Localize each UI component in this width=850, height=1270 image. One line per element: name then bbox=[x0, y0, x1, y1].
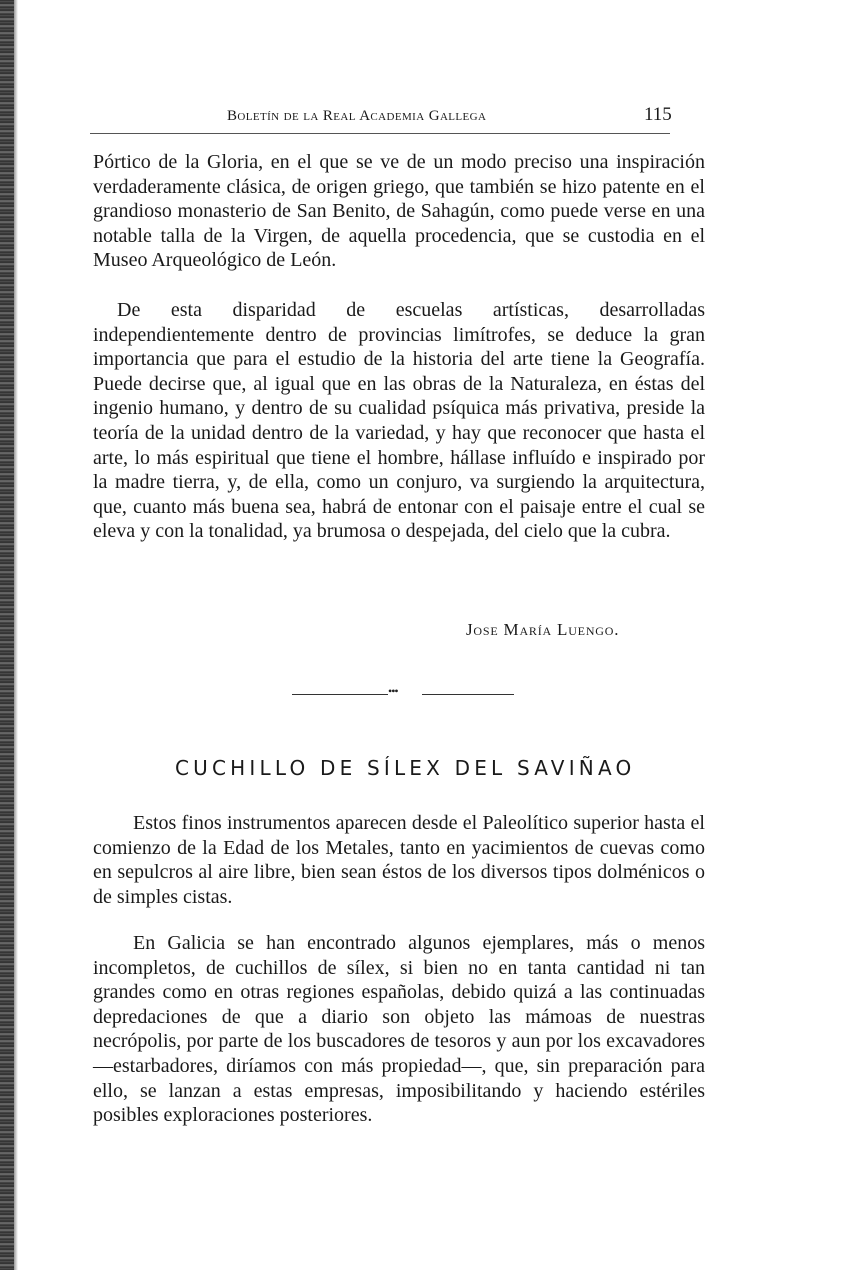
author-signature: Jose María Luengo. bbox=[466, 620, 620, 639]
article2-paragraph-2 bbox=[93, 931, 705, 1128]
paragraph-text: Pórtico de la Gloria, en el que se ve de un modo preciso una inspiración verdaderamente clásica, de origen griego, que también se hizo patente en el grandioso monasterio de San Benito, de Sahagún, como puede verse en una notable talla de la Virgen, de aquella procedencia, que se custodia en el Museo Arqueológico de León. bbox=[93, 151, 705, 272]
page-gutter-shadow bbox=[14, 0, 18, 1270]
book-spine-edge bbox=[0, 0, 14, 1270]
article1-paragraph-1 bbox=[93, 150, 705, 273]
article-title: CUCHILLO DE SÍLEX DEL SAVIÑAO bbox=[175, 756, 636, 780]
divider-rule-right bbox=[422, 694, 514, 695]
divider-ornament: ••• bbox=[388, 684, 398, 698]
paragraph-text: De esta disparidad de escuelas artísticas, desarrolladas independientemente dentro de provincias limítrofes, se deduce la gran importancia que para el estudio de la historia del arte tiene la Geografía. Puede decirse que, al igual que en las obras de la Naturaleza, en éstas del ingenio humano, y dentro de su cualidad psíquica más privativa, preside la teoría de la unidad dentro de la variedad, y hay que reconocer que hasta el arte, lo más espiritual que tiene el hombre, hállase influído e inspirado por la madre tierra, y, de ella, como un conjuro, va surgiendo la arquitectura, que, cuanto más buena sea, habrá de entonar con el paisaje entre el cual se eleva y con la tonalidad, ya brumosa o despejada, del cielo que la cubra. bbox=[93, 299, 705, 543]
article2-paragraph-1 bbox=[93, 811, 705, 909]
running-title: Boletín de la Real Academia Gallega bbox=[227, 108, 487, 124]
article1-paragraph-2 bbox=[93, 298, 705, 544]
page-header bbox=[200, 104, 690, 130]
section-divider bbox=[292, 684, 514, 701]
divider-rule-left bbox=[292, 694, 388, 695]
page-number: 115 bbox=[644, 104, 672, 125]
paragraph-text: En Galicia se han encontrado algunos ejemplares, más o menos incompletos, de cuchillos de sílex, si bien no en tanta cantidad ni tan grandes como en otras regiones españolas, debido quizá a las continuadas depredaciones de que a diario son objeto las mámoas de nuestras necrópolis, por parte de los buscadores de tesoros y aun por los excavadores —estarbadores, diríamos con más propiedad—, que, sin preparación para ello, se lanzan a estas empresas, imposibilitando y haciendo estériles posibles exploraciones posteriores. bbox=[93, 932, 705, 1127]
paragraph-text: Estos finos instrumentos aparecen desde el Paleolítico superior hasta el comienzo de la Edad de los Metales, tanto en yacimientos de cuevas como en sepulcros al aire libre, bien sean éstos de los diversos tipos dolménicos o de simples cistas. bbox=[93, 812, 705, 908]
header-rule bbox=[90, 133, 670, 134]
